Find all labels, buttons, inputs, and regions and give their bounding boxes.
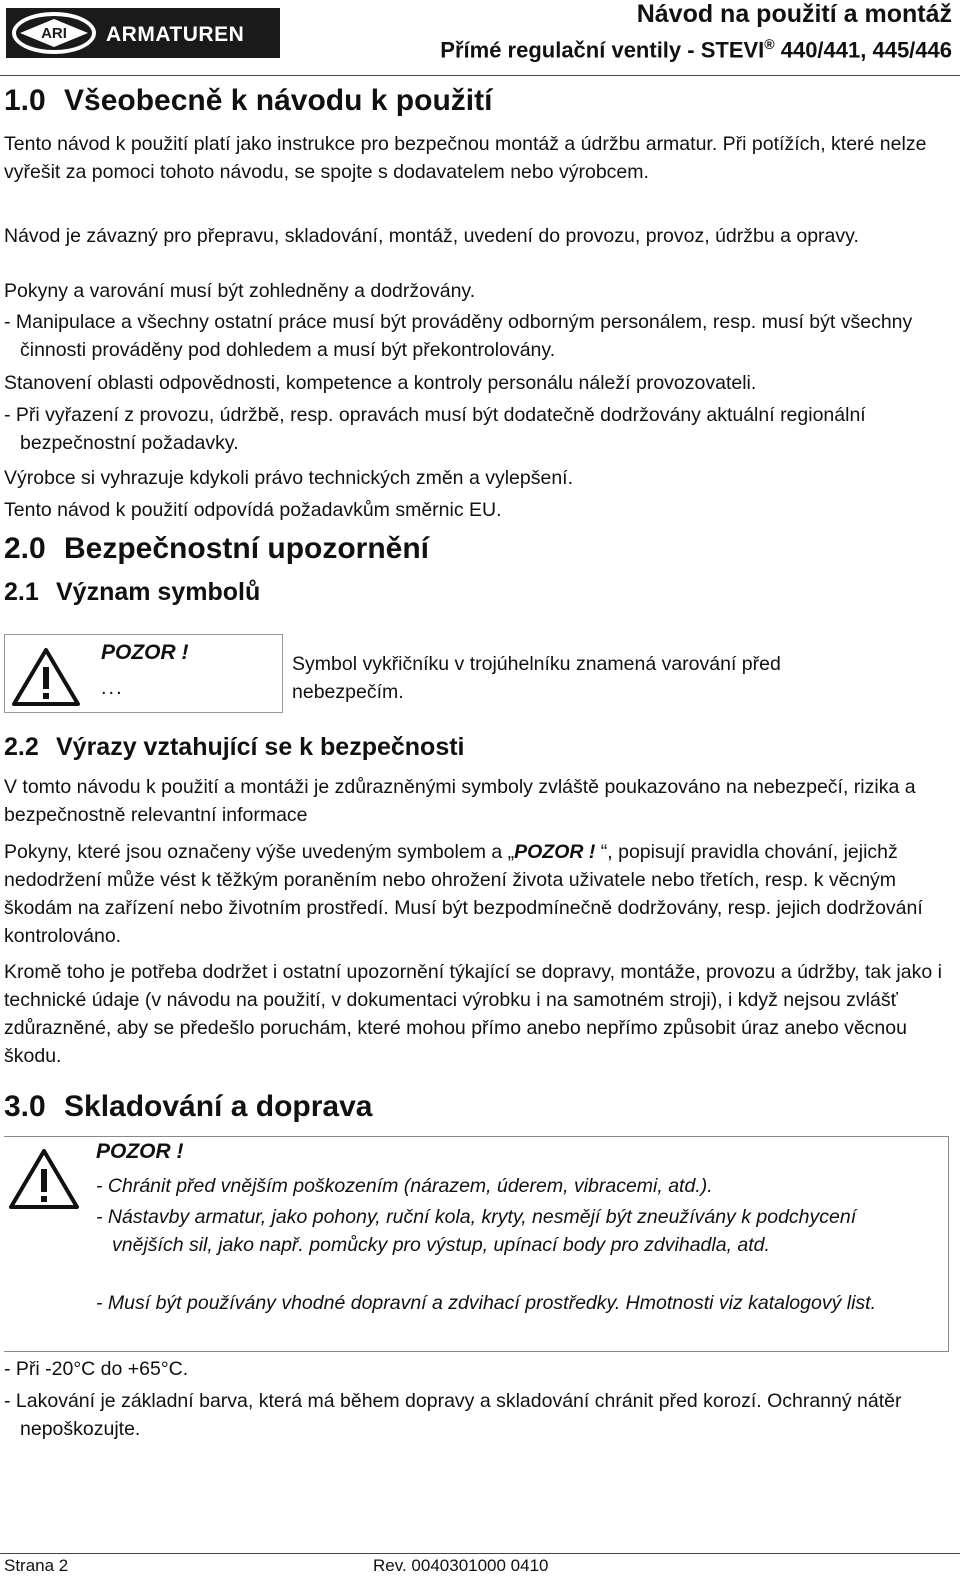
paragraph-bullet: - Při vyřazení z provozu, údržbě, resp. opravách musí být dodatečně dodržovány aktuální regionální bezpečnostní požadavky.	[4, 404, 866, 454]
section-heading-2-2: 2.2 Výrazy vztahující se k bezpečnosti	[4, 733, 465, 761]
document-subtitle: Přímé regulační ventily - STEVI® 440/441, 445/446	[440, 36, 952, 63]
symbol-example-box	[4, 634, 283, 713]
paragraph: Návod je závazný pro přepravu, skladování, montáž, uvedení do provozu, provoz, údržbu a opravy.	[4, 225, 859, 247]
paragraph-bullet: - Lakování je základní barva, která má během dopravy a skladování chránit před korozí. Ochranný nátěr nepoškozujte.	[4, 1390, 902, 1440]
section-heading-1: 1.0 Všeobecně k návodu k použití	[4, 84, 493, 117]
warning-label: POZOR !	[101, 641, 189, 664]
section-heading-3: 3.0 Skladování a doprava	[4, 1090, 373, 1123]
paragraph: Výrobce si vyhrazuje kdykoli právo technických změn a vylepšení.	[4, 467, 574, 489]
paragraph: Tento návod k použití odpovídá požadavkům směrnic EU.	[4, 499, 502, 521]
paragraph: Pokyny, které jsou označeny výše uvedeným symbolem a „POZOR ! “, popisují pravidla chování, jejichž nedodržení může vést k těžkým poraněním nebo ohrožení života uživatele nebo třetích, resp. k věcným škodám na zařízení nebo životním prostředí. Musí být bezpodmínečně dodržovány, resp. jejich dodržování kontrolováno.	[4, 841, 923, 947]
section-heading-2: 2.0 Bezpečnostní upozornění	[4, 532, 430, 565]
paragraph: Pokyny a varování musí být zohledněny a dodržovány.	[4, 280, 476, 302]
section-heading-2-1: 2.1 Význam symbolů	[4, 578, 261, 606]
paragraph-bullet: - Manipulace a všechny ostatní práce musí být prováděny odborným personálem, resp. musí být všechny činnosti prováděny pod dohledem a musí být překontrolovány.	[4, 311, 913, 361]
warning-item: - Chránit před vnějším poškozením (nárazem, úderem, vibracemi, atd.).	[96, 1175, 713, 1197]
document-title: Návod na použití a montáž	[636, 0, 952, 28]
warning-triangle-icon	[8, 1148, 80, 1210]
paragraph: Stanovení oblasti odpovědnosti, kompetence a kontroly personálu náleží provozovateli.	[4, 372, 757, 394]
paragraph: Kromě toho je potřeba dodržet i ostatní upozornění týkající se dopravy, montáže, provozu a údržby, tak jako i technické údaje (v návodu na použití, v dokumentaci výrobku i na samotném stroji), i když nejsou zvlášť zdůrazněné, aby se předešlo poruchám, které mohou přímo anebo nepřímo způsobit úraz anebo věcnou škodu.	[4, 961, 942, 1067]
footer-divider	[0, 1553, 960, 1554]
warning-triangle-icon	[11, 647, 81, 707]
ellipsis: ...	[101, 677, 124, 699]
svg-text:ARI: ARI	[41, 25, 67, 42]
paragraph: Tento návod k použití platí jako instrukce pro bezpečnou montáž a údržbu armatur. Při potížích, které nelze vyřešit za pomoci tohoto návodu, se spojte s dodavatelem nebo výrobcem.	[4, 133, 927, 183]
paragraph-bullet: - Při -20°C do +65°C.	[4, 1358, 189, 1380]
page-number: Strana 2	[4, 1556, 69, 1575]
svg-text:ARMATUREN: ARMATUREN	[106, 23, 245, 46]
ari-armaturen-logo	[6, 8, 280, 58]
symbol-description: Symbol vykřičníku v trojúhelníku znamená varování před nebezpečím.	[292, 653, 781, 703]
paragraph: V tomto návodu k použití a montáži je zdůrazněnými symboly zvláště poukazováno na nebezpečí, rizika a bezpečnostně relevantní informace	[4, 776, 916, 826]
warning-item: - Nástavby armatur, jako pohony, ruční kola, kryty, nesmějí být zneužívány k podchycení vnějších sil, jako např. pomůcky pro výstup, upínací body pro zdvihadla, atd.	[96, 1206, 857, 1256]
warning-label: POZOR !	[96, 1140, 184, 1163]
revision-number: Rev. 0040301000 0410	[373, 1556, 549, 1575]
header-divider	[0, 75, 960, 76]
warning-item: - Musí být používány vhodné dopravní a zdvihací prostředky. Hmotnosti viz katalogový list.	[96, 1292, 876, 1314]
